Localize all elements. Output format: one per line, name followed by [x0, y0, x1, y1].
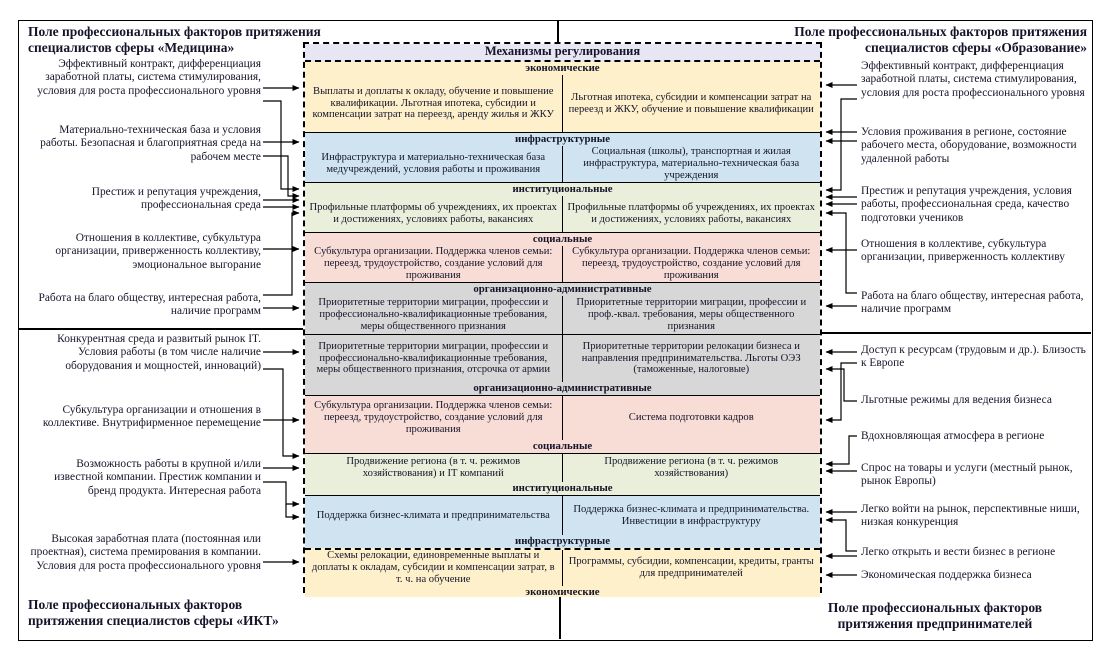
- mechanism-cell: Субкультура организации. Поддержка членов семьи: переезд, трудоустройство, создание условий для проживания: [305, 246, 563, 282]
- education-factor-item: Отношения в коллективе, субкультура организации, приверженность коллективу: [861, 238, 1065, 264]
- education-factor-item: Эффективный контракт, дифференциация заработной платы, система стимулирования, условия для роста профессионального уровня: [861, 60, 1085, 99]
- row-category-label: институциональные: [512, 482, 613, 494]
- mechanism-cell: Субкультура организации. Поддержка членов семьи: переезд, трудоустройство, создание условий для проживания: [305, 396, 563, 440]
- row-category-label: социальные: [532, 233, 593, 245]
- row-category-label: инфраструктурные: [514, 535, 611, 547]
- quadrant-title-ict: [28, 597, 408, 630]
- medicine-factor-item: Престиж и репутация учреждения, профессиональная среда: [91, 186, 261, 212]
- mechanism-cell: Социальная (школы), транспортная и жилая инфраструктура, материально-техническая база учреждения: [583, 146, 800, 181]
- quadrant-title-medicine-line1: Поле профессиональных факторов притяжения: [28, 24, 321, 39]
- ict-factor-item: Высокая заработная плата (постоянная или проектная), система премирования в компании. Условия для роста профессионального уровня: [30, 533, 261, 572]
- quadrant-title-entrepreneurs: [785, 600, 1085, 633]
- mechanism-row-social-top: [305, 232, 820, 282]
- medicine-factor-item: Материально-техническая база и условия работы. Безопасная и благоприятная среда на рабочем месте: [40, 124, 261, 163]
- row-category-label: экономические: [525, 62, 600, 74]
- mechanism-cell: Приоритетные территории миграции, профессии и проф.-квал. требования, меры общественного признания: [576, 297, 807, 332]
- quadrant-title-ict-line1: Поле профессиональных факторов: [28, 597, 243, 612]
- entrepreneur-factor-item: Легко войти на рынок, перспективные ниши, низкая конкуренция: [861, 503, 1080, 529]
- mechanism-row-orgadmin-bottom: [305, 334, 820, 395]
- row-category-label: инфраструктурные: [514, 133, 611, 145]
- entrepreneur-factor-item: Легко открыть и вести бизнес в регионе: [861, 546, 1056, 558]
- mechanism-row-institutional-top: [305, 182, 820, 232]
- mechanism-cell: Профильные платформы об учреждениях, их проектах и достижениях, условиях работы, вакансиях: [305, 196, 563, 232]
- medicine-factor-item: Эффективный контракт, дифференциация заработной платы, система стимулирования, условия для роста профессионального уровня: [37, 58, 261, 97]
- mechanism-row-social-bottom: [305, 395, 820, 453]
- row-category-label: экономические: [525, 585, 600, 597]
- mechanism-cell: Поддержка бизнес-климата и предпринимательства: [305, 496, 563, 535]
- entrepreneur-factor-item: Спрос на товары и услуги (местный рынок, рынок Европы): [861, 462, 1073, 488]
- mechanism-cell: Профильные платформы об учреждениях, их проектах и достижениях, условиях работы, вакансиях: [567, 202, 815, 225]
- mechanism-row-economic-bottom: [305, 548, 820, 597]
- mechanism-cell: Продвижение региона (в т. ч. режимов хозяйствования) и IT компаний: [305, 454, 563, 482]
- quadrant-title-education-line2: специалистов сферы «Образование»: [865, 40, 1087, 56]
- mechanism-cell: Схемы релокации, единовременные выплаты и доплаты к окладам, субсидии и компенсации затрат, в т. ч. на обучение: [305, 550, 563, 586]
- mechanisms-title: Механизмы регулирования: [305, 44, 820, 62]
- mechanism-cell: Приоритетные территории миграции, профессии и профессионально-квалификационные требования, меры общественного признания: [305, 296, 563, 334]
- divider-bottom-vertical: [559, 592, 561, 639]
- entrepreneur-factor-item: Доступ к ресурсам (трудовым и др.). Близость к Европе: [861, 344, 1086, 370]
- mechanism-cell: Льготная ипотека, субсидии и компенсации затрат на переезд и ЖКУ, обучение и повышение квалификации: [568, 91, 814, 115]
- entrepreneur-factor-item: Льготные режимы для ведения бизнеса: [861, 394, 1052, 406]
- education-factor-item: Работа на благо обществу, интересная работа, наличие программ: [861, 290, 1084, 316]
- row-category-label: организационно-административные: [473, 382, 652, 394]
- mechanism-cell: Поддержка бизнес-климата и предпринимательства. Инвестиции в инфраструктуру: [573, 503, 810, 527]
- mechanism-row-institutional-bottom: [305, 453, 820, 495]
- ict-factor-item: Субкультура организации и отношения в коллективе. Внутрифирменное перемещение: [42, 404, 261, 430]
- mechanism-row-orgadmin-top: [305, 282, 820, 334]
- quadrant-title-entrepreneurs-line2: притяжения предпринимателей: [837, 616, 1033, 632]
- medicine-factor-item: Работа на благо обществу, интересная работа, наличие программ: [38, 292, 261, 318]
- quadrant-title-education-line1: Поле профессиональных факторов притяжения: [794, 24, 1087, 39]
- quadrant-title-entrepreneurs-line1: Поле профессиональных факторов: [827, 600, 1043, 615]
- row-category-label: организационно-административные: [473, 283, 652, 295]
- row-category-label: институциональные: [512, 183, 613, 195]
- mechanism-row-infrastructure-top: [305, 132, 820, 182]
- education-factor-item: Условия проживания в регионе, состояние рабочего места, оборудование, возможности удаленной работы: [861, 126, 1077, 165]
- mechanism-row-infrastructure-bottom: [305, 495, 820, 548]
- divider-left-horizontal: [18, 328, 303, 330]
- ict-factor-item: Возможность работы в крупной и/или известной компании. Престиж компании и бренд продукта. Интересная работа: [54, 458, 261, 497]
- mechanism-cell: Приоритетные территории миграции, профессии и профессионально-квалификационные требования, меры общественного признания, отсрочка от армии: [305, 335, 563, 382]
- mechanism-cell: Инфраструктура и материально-техническая база медучреждений, условия работы и проживания: [305, 146, 563, 182]
- quadrant-title-ict-line2: притяжения специалистов сферы «ИКТ»: [28, 613, 279, 629]
- entrepreneur-factor-item: Экономическая поддержка бизнеса: [861, 569, 1032, 581]
- ict-factor-item: Конкурентная среда и развитый рынок IT. Условия работы (в том числе наличие оборудования и мощностей, инноваций): [57, 333, 261, 372]
- mechanism-cell: Продвижение региона (в т. ч. режимов хозяйствования): [604, 456, 779, 479]
- medicine-factor-item: Отношения в коллективе, субкультура организации, приверженность коллективу, эмоциональное выгорание: [55, 232, 261, 271]
- education-factor-item: Престиж и репутация учреждения, условия работы, профессиональная среда, качество подготовки учеников: [861, 185, 1072, 224]
- mechanism-cell: Субкультура организации. Поддержка членов семьи: переезд, трудоустройство, создание условий для проживания: [572, 246, 811, 281]
- mechanisms-box: [303, 42, 822, 597]
- mechanism-cell: Программы, субсидии, компенсации, кредиты, гранты для предпринимателей: [568, 555, 814, 579]
- divider-top-vertical: [557, 20, 559, 43]
- divider-right-horizontal: [822, 332, 1091, 334]
- mechanism-row-economic-top: [305, 62, 820, 132]
- entrepreneur-factor-item: Вдохновляющая атмосфера в регионе: [861, 430, 1045, 442]
- mechanism-cell: Система подготовки кадров: [628, 412, 754, 424]
- mechanism-cell: Выплаты и доплаты к окладу, обучение и повышение квалификации. Льготная ипотека, субсидии и компенсации затрат на переезд, аренду жилья и ЖКУ: [305, 75, 563, 132]
- row-category-label: социальные: [532, 440, 593, 452]
- mechanism-cell: Приоритетные территории релокации бизнеса и направления предпринимательства. Льготы ОЭЗ (таможенные, налоговые): [581, 340, 801, 376]
- quadrant-title-medicine-line2: специалистов сферы «Медицина»: [28, 40, 235, 56]
